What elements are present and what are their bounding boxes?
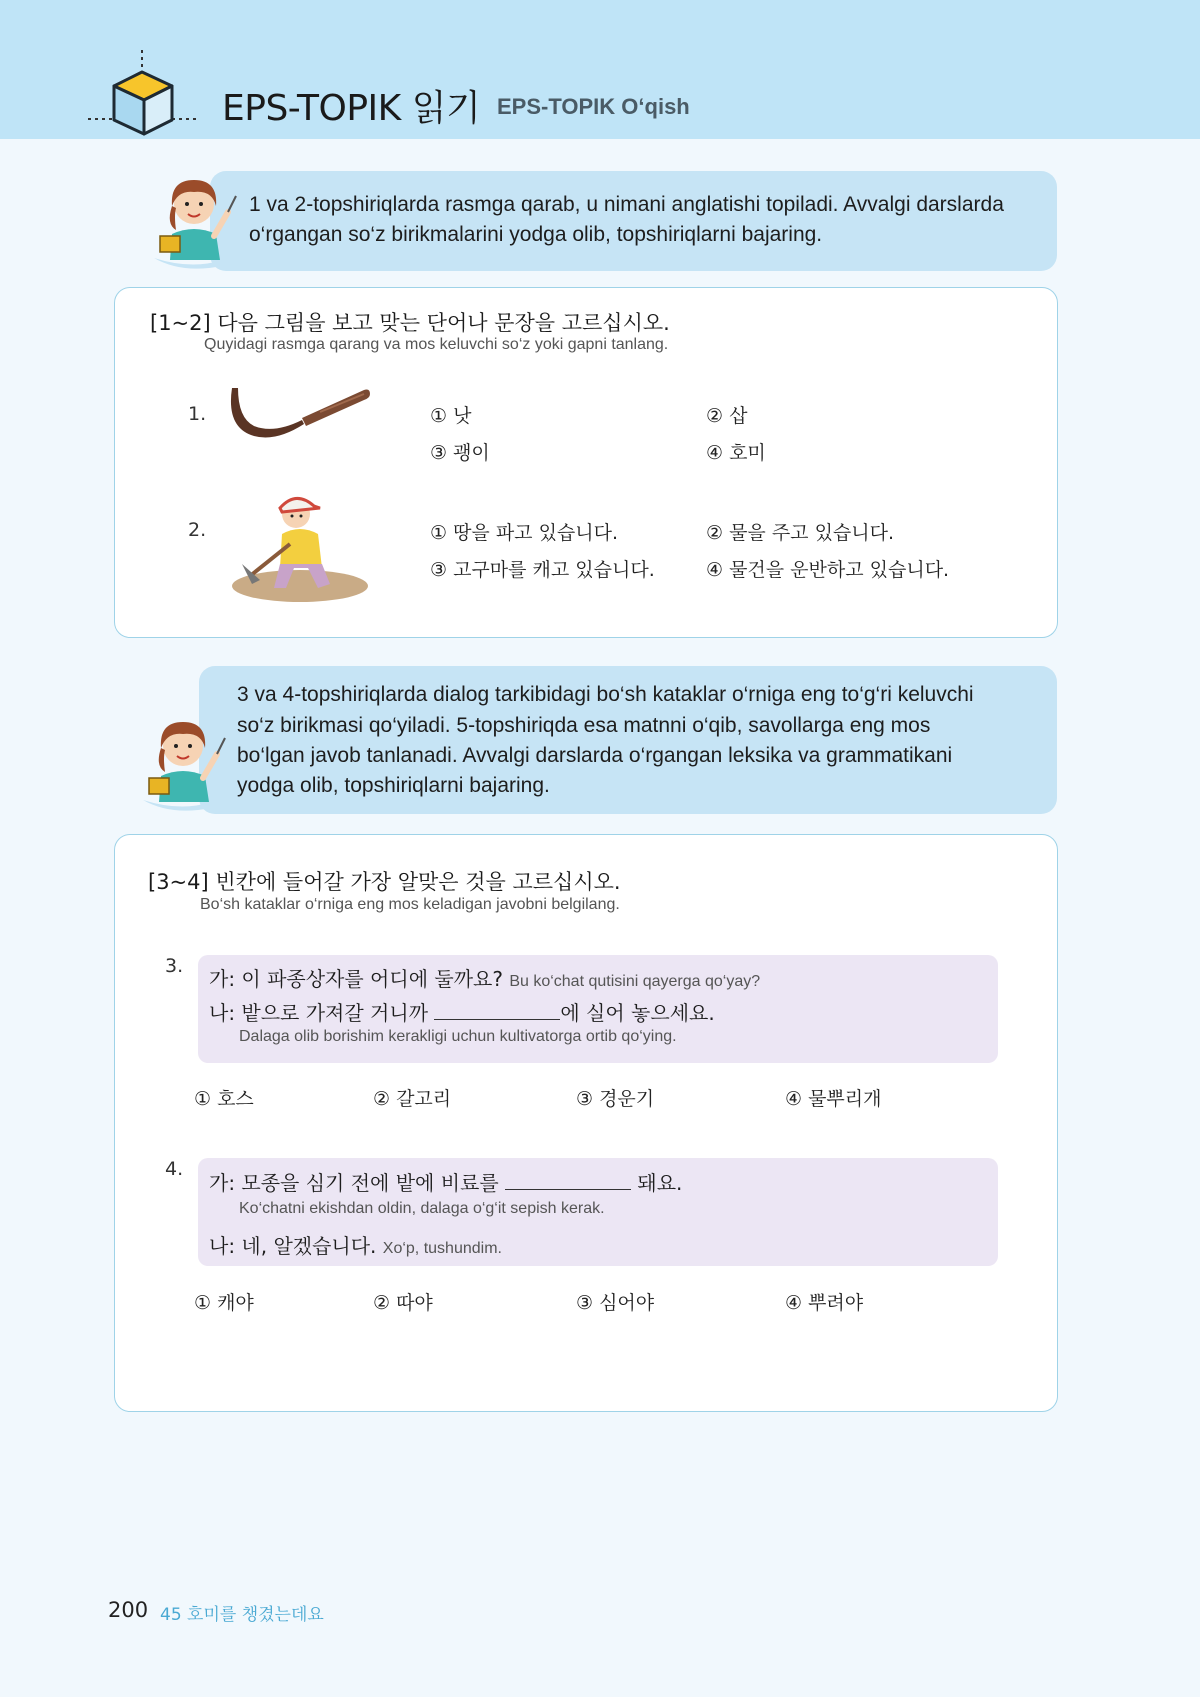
- dialog-ko: 돼요.: [631, 1171, 683, 1195]
- dialog-ko: 가: 모종을 심기 전에 밭에 비료를: [209, 1171, 506, 1195]
- question-number: 4.: [165, 1158, 184, 1180]
- option-3[interactable]: ③ 심어야: [576, 1292, 655, 1314]
- dialog-ko: 에 실어 놓으세요.: [560, 1001, 715, 1025]
- question-number: 3.: [165, 955, 184, 977]
- answer-blank: [505, 1171, 631, 1190]
- section2-instruction-sub: Bo‘sh kataklar o‘rniga eng mos keladigan javobni belgilang.: [200, 896, 620, 913]
- sickle-icon: [224, 382, 374, 444]
- dialog-translation: Bu ko‘chat qutisini qayerga qo‘yay?: [509, 973, 761, 990]
- dialog-line: [209, 997, 715, 1026]
- dialog-ko: 나: 네, 알겠습니다.: [209, 1234, 377, 1258]
- guide-line-4: yodga olib, topshiriqlarni bajaring.: [237, 774, 550, 797]
- option-2[interactable]: ② 삽: [706, 405, 748, 427]
- section1-instruction: [1~2] 다음 그림을 보고 맞는 단어나 문장을 고르십시오.: [150, 311, 670, 335]
- option-2[interactable]: ② 따야: [373, 1292, 433, 1314]
- option-3[interactable]: ③ 고구마를 캐고 있습니다.: [430, 559, 655, 581]
- guide-line-1: 3 va 4-topshiriqlarda dialog tarkibidagi bo‘sh kataklar o‘rniga eng to‘g‘ri keluvchi: [237, 683, 974, 706]
- cube-icon: [86, 48, 200, 138]
- option-1[interactable]: ① 낫: [430, 405, 472, 427]
- option-3[interactable]: ③ 경운기: [576, 1088, 655, 1110]
- guide-text-1: 1 va 2-topshiriqlarda rasmga qarab, u nimani anglatishi topiladi. Avvalgi darslarda o‘rgangan so‘z birikmalarini yodga olib, topshiriqlarni bajaring.: [249, 193, 1004, 246]
- page-title: EPS-TOPIK 읽기: [222, 88, 481, 129]
- page-number: 200: [108, 1598, 149, 1622]
- option-4[interactable]: ④ 뿌려야: [785, 1292, 864, 1314]
- dialog-translation: Xo‘p, tushundim.: [382, 1240, 502, 1257]
- option-1[interactable]: ① 캐야: [194, 1292, 254, 1314]
- dialog-line: [209, 1167, 682, 1196]
- option-4[interactable]: ④ 물뿌리개: [785, 1088, 882, 1110]
- option-1[interactable]: ① 땅을 파고 있습니다.: [430, 522, 619, 544]
- question-number: 1.: [188, 403, 207, 425]
- dialog-translation: Dalaga olib borishim kerakligi uchun kultivatorga ortib qo‘ying.: [239, 1028, 677, 1045]
- page-subtitle: EPS-TOPIK O‘qish: [497, 94, 690, 119]
- option-4[interactable]: ④ 호미: [706, 442, 766, 464]
- guide-line-2: so‘z birikmasi qo‘yiladi. 5-topshiriqda esa matnni o‘qib, savollarga eng mos: [237, 714, 931, 737]
- option-2[interactable]: ② 갈고리: [373, 1088, 452, 1110]
- teacher-pointing-icon: [152, 170, 242, 270]
- teacher-pointing-icon: [141, 712, 231, 812]
- section-card-2: [114, 834, 1058, 1412]
- dialog-line: [209, 963, 760, 992]
- chapter-title: 45 호미를 챙겼는데요: [160, 1605, 324, 1625]
- farmer-digging-icon: [230, 484, 370, 606]
- option-1[interactable]: ① 호스: [194, 1088, 254, 1110]
- option-4[interactable]: ④ 물건을 운반하고 있습니다.: [706, 559, 950, 581]
- section2-instruction: [3~4] 빈칸에 들어갈 가장 알맞은 것을 고르십시오.: [148, 870, 621, 894]
- option-3[interactable]: ③ 괭이: [430, 442, 490, 464]
- answer-blank: [434, 1001, 560, 1020]
- dialog-ko: 가: 이 파종상자를 어디에 둘까요?: [209, 967, 503, 991]
- dialog-translation: Ko‘chatni ekishdan oldin, dalaga o‘g‘it sepish kerak.: [239, 1200, 605, 1217]
- section1-instruction-sub: Quyidagi rasmga qarang va mos keluvchi so‘z yoki gapni tanlang.: [204, 336, 669, 353]
- dialog-line: [209, 1230, 502, 1259]
- question-number: 2.: [188, 519, 207, 541]
- guide-line-3: bo‘lgan javob tanlanadi. Avvalgi darslarda o‘rgangan leksika va grammatikani: [237, 744, 953, 767]
- dialog-ko: 나: 밭으로 가져갈 거니까: [209, 1001, 435, 1025]
- option-2[interactable]: ② 물을 주고 있습니다.: [706, 522, 895, 544]
